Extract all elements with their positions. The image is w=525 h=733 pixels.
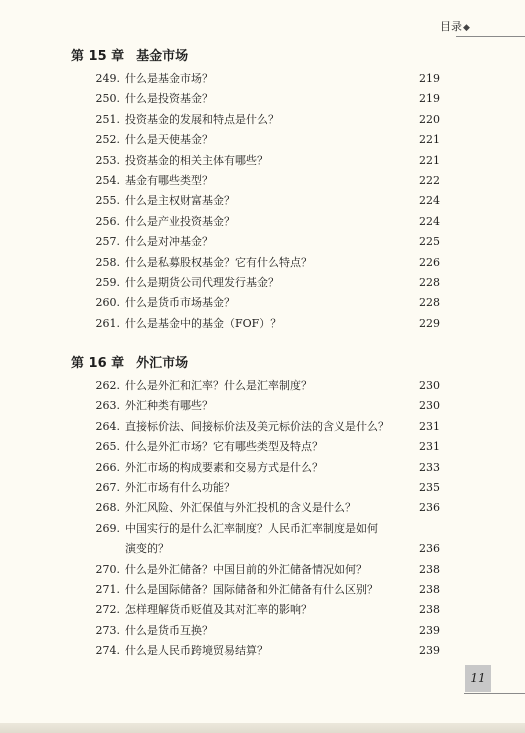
entry-title: 外汇风险、外汇保值与外汇投机的含义是什么？ [125,501,356,515]
entry-title: 什么是投资基金？ [125,92,213,106]
toc-entry[interactable] [0,478,525,498]
chapter-name: 外汇市场 [136,356,189,371]
page-bottom-edge [0,723,525,733]
entry-title: 投资基金的相关主体有哪些？ [125,153,268,167]
entry-title: 什么是私募股权基金？它有什么特点？ [125,255,312,269]
entry-page: 233 [419,460,440,474]
toc-entry[interactable] [0,69,525,89]
entry-title: 什么是国际储备？国际储备和外汇储备有什么区别？ [125,582,378,596]
toc-entry[interactable] [0,458,525,478]
chapter-name: 基金市场 [136,49,189,64]
entry-page: 226 [419,255,440,269]
toc-entry[interactable] [0,130,525,150]
entry-title: 中国实行的是什么汇率制度？人民币汇率制度是如何 [125,521,378,535]
entry-page: 220 [419,112,440,126]
entry-page: 228 [419,296,440,310]
entry-page: 239 [419,623,440,637]
entry-title: 什么是基金市场？ [125,72,213,85]
entry-title: 什么是外汇和汇率？什么是汇率制度？ [125,379,312,392]
toc-entry[interactable] [0,641,525,661]
entry-title: 投资基金的发展和特点是什么？ [125,112,279,126]
toc-entry[interactable] [0,151,525,171]
entry-page: 236 [419,542,440,556]
toc-entry[interactable] [0,600,525,620]
entry-number: 253. [95,153,120,167]
toc-list-chapter-16 [0,376,525,661]
entry-page: 238 [419,603,440,617]
entry-number: 267. [95,480,120,494]
toc-entry[interactable] [0,232,525,252]
chapter-heading-15 [71,48,511,66]
entry-number: 271. [95,582,120,596]
entry-page: 239 [419,644,440,658]
entry-number: 274. [95,644,120,658]
entry-page: 221 [419,153,440,167]
entry-page: 231 [419,440,440,454]
entry-title: 什么是天使基金？ [125,133,213,147]
toc-entry[interactable] [0,253,525,273]
entry-title: 基金有哪些类型？ [125,173,213,187]
entry-number: 270. [95,562,120,576]
toc-entry[interactable] [0,580,525,600]
toc-entry-continuation[interactable] [0,539,525,559]
entry-number: 258. [95,255,120,269]
entry-page: 235 [419,480,440,494]
entry-title: 什么是对冲基金？ [125,235,213,249]
toc-entry[interactable] [0,110,525,130]
entry-title: 什么是期货公司代理发行基金？ [125,275,279,289]
entry-number: 268. [95,501,120,515]
entry-number: 255. [95,194,120,208]
toc-entry[interactable] [0,212,525,232]
toc-entry[interactable] [0,621,525,641]
toc-entry[interactable] [0,498,525,518]
entry-page: 228 [419,275,440,289]
entry-page: 238 [419,562,440,576]
entry-page: 221 [419,133,440,147]
entry-number: 265. [95,440,120,454]
entry-number: 269. [95,521,120,535]
toc-entry[interactable] [0,314,525,334]
entry-title: 演变的？ [125,542,169,556]
entry-number: 251. [95,112,120,126]
entry-title: 什么是外汇储备？中国目前的外汇储备情况如何？ [125,562,367,576]
toc-entry[interactable] [0,376,525,396]
toc-entry[interactable] [0,519,525,539]
toc-entry[interactable] [0,171,525,191]
chapter-heading-16 [71,355,511,373]
entry-number: 272. [95,603,120,617]
toc-entry[interactable] [0,191,525,211]
entry-title: 直接标价法、间接标价法及美元标价法的含义是什么？ [125,419,389,433]
entry-number: 256. [95,214,120,228]
entry-number: 266. [95,460,120,474]
entry-title: 外汇市场的构成要素和交易方式是什么？ [125,460,323,474]
toc-entry[interactable] [0,273,525,293]
entry-page: 236 [419,501,440,515]
toc-entry[interactable] [0,396,525,416]
entry-title: 什么是货币互换？ [125,623,213,637]
toc-entry[interactable] [0,560,525,580]
running-header-text: 目录 [440,20,462,33]
entry-number: 261. [95,316,120,330]
toc-entry[interactable] [0,293,525,313]
chapter-label: 第 15 章 [71,49,125,64]
entry-page: 219 [419,92,440,106]
entry-number: 273. [95,623,120,637]
entry-page: 224 [419,194,440,208]
entry-number: 263. [95,399,120,413]
toc-entry[interactable] [0,89,525,109]
entry-page: 222 [419,173,440,187]
entry-number: 259. [95,275,120,289]
entry-title: 什么是主权财富基金？ [125,194,235,208]
entry-title: 什么是产业投资基金？ [125,214,235,228]
toc-list-chapter-15 [0,69,525,334]
entry-title: 怎样理解货币贬值及其对汇率的影响？ [125,603,312,617]
entry-title: 什么是货币市场基金？ [125,296,235,310]
header-rule [456,36,525,37]
entry-number: 252. [95,133,120,147]
entry-title: 什么是基金中的基金（FOF）？ [125,316,282,330]
page-number-badge: 11 [465,665,491,692]
entry-number: 249. [95,72,120,85]
entry-title: 外汇市场有什么功能？ [125,480,235,494]
entry-number: 262. [95,379,120,392]
entry-page: 224 [419,214,440,228]
entry-page: 230 [419,379,440,392]
toc-entry[interactable] [0,437,525,457]
entry-number: 254. [95,173,120,187]
entry-page: 238 [419,582,440,596]
entry-number: 260. [95,296,120,310]
entry-page: 225 [419,235,440,249]
running-header [440,20,470,35]
entry-number: 257. [95,235,120,249]
entry-title: 什么是外汇市场？它有哪些类型及特点？ [125,440,323,454]
entry-title: 什么是人民币跨境贸易结算？ [125,644,268,658]
entry-number: 250. [95,92,120,106]
entry-page: 219 [419,72,440,85]
entry-title: 外汇种类有哪些？ [125,399,213,413]
entry-page: 230 [419,399,440,413]
entry-number: 264. [95,419,120,433]
diamond-icon: ◆ [463,23,470,33]
chapter-label: 第 16 章 [71,356,125,371]
toc-entry[interactable] [0,417,525,437]
footer-rule [464,693,525,694]
entry-page: 231 [419,419,440,433]
entry-page: 229 [419,316,440,330]
